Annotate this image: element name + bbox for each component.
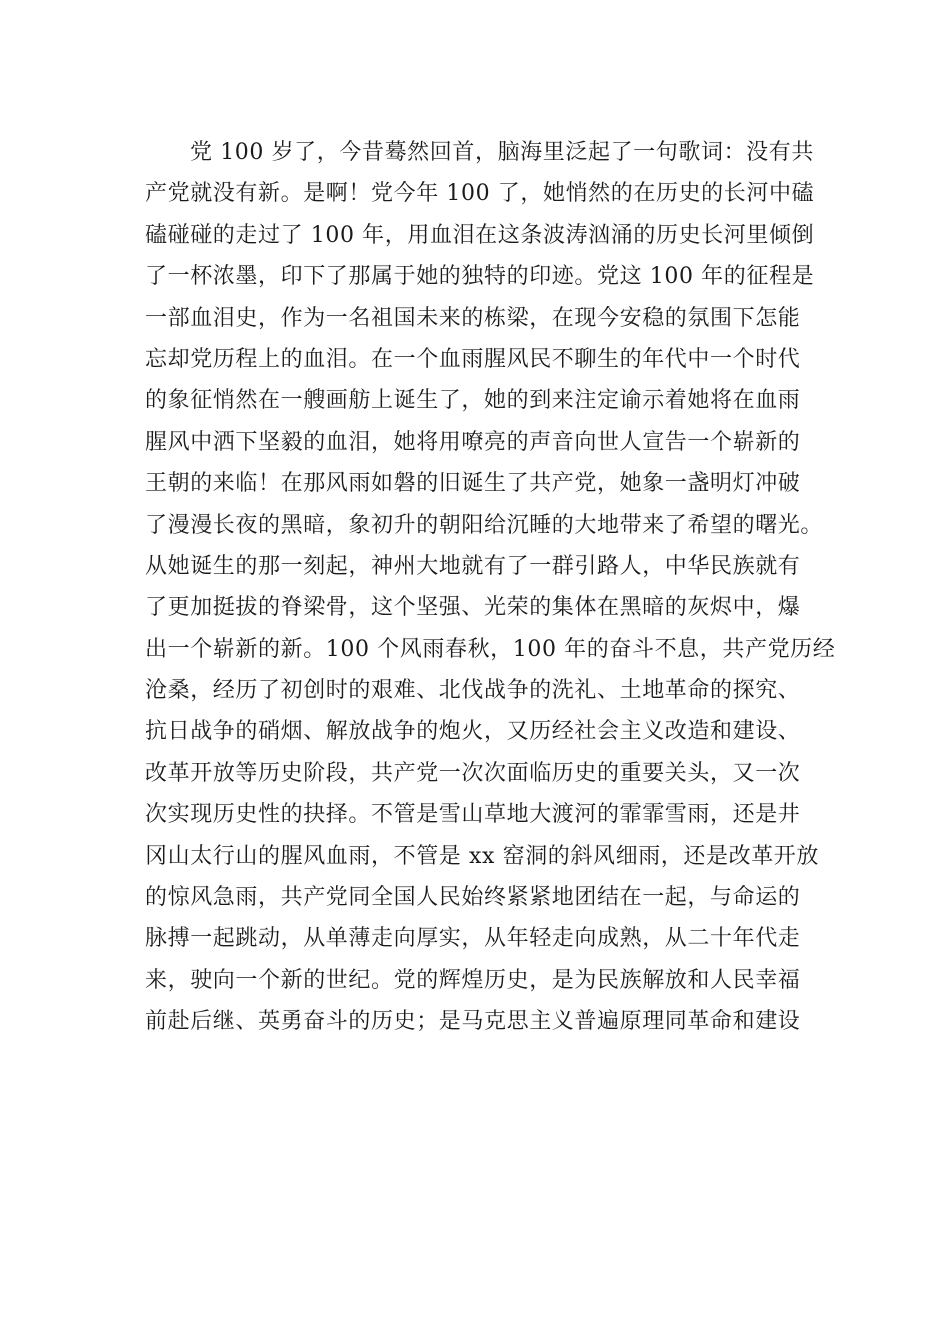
text-line: 的象征悄然在一艘画舫上诞生了，她的到来注定谕示着她将在血雨 — [145, 388, 801, 414]
text-line: 了漫漫长夜的黑暗，象初升的朝阳给沉睡的大地带来了希望的曙光。 — [145, 512, 824, 538]
text-line: 产党就没有新。是啊！党今年 100 了，她悄然的在历史的长河中磕 — [145, 181, 815, 207]
text-line: 前赴后继、英勇奋斗的历史；是马克思主义普遍原理同革命和建设 — [145, 1009, 801, 1035]
body-paragraph — [145, 132, 836, 1043]
text-line: 抗日战争的硝烟、解放战争的炮火，又历经社会主义改造和建设、 — [145, 719, 801, 745]
text-line: 腥风中洒下坚毅的血泪，她将用嘹亮的声音向世人宣告一个崭新的 — [145, 429, 801, 455]
text-line: 磕碰碰的走过了 100 年，用血泪在这条波涛汹涌的历史长河里倾倒 — [145, 222, 815, 248]
text-line: 了更加挺拔的脊梁骨，这个坚强、光荣的集体在黑暗的灰烬中，爆 — [145, 595, 801, 621]
text-line: 忘却党历程上的血泪。在一个血雨腥风民不聊生的年代中一个时代 — [145, 346, 801, 372]
text-line: 党 100 岁了，今昔蓦然回首，脑海里泛起了一句歌词：没有共 — [190, 140, 814, 165]
text-line: 沧桑，经历了初创时的艰难、北伐战争的洗礼、土地革命的探究、 — [145, 678, 801, 704]
text-line: 次实现历史性的抉择。不管是雪山草地大渡河的霏霏雪雨，还是井 — [145, 802, 801, 828]
text-line: 王朝的来临！在那风雨如磐的旧诞生了共产党，她象一盏明灯冲破 — [145, 471, 801, 497]
text-line: 出一个崭新的新。100 个风雨春秋，100 年的奋斗不息，共产党历经 — [145, 636, 836, 662]
text-line: 的惊风急雨，共产党同全国人民始终紧紧地团结在一起，与命运的 — [145, 885, 801, 911]
text-line: 来，驶向一个新的世纪。党的辉煌历史，是为民族解放和人民幸福 — [145, 967, 801, 993]
text-line: 从她诞生的那一刻起，神州大地就有了一群引路人，中华民族就有 — [145, 553, 801, 579]
text-line: 一部血泪史，作为一名祖国未来的栋梁，在现今安稳的氛围下怎能 — [145, 305, 801, 331]
text-line: 冈山太行山的腥风血雨，不管是 xx 窑洞的斜风细雨，还是改革开放 — [145, 843, 820, 869]
text-line: 改革开放等历史阶段，共产党一次次面临历史的重要关头，又一次 — [145, 760, 801, 786]
text-line: 了一杯浓墨，印下了那属于她的独特的印迹。党这 100 年的征程是 — [145, 264, 815, 290]
text-line: 脉搏一起跳动，从单薄走向厚实，从年轻走向成熟，从二十年代走 — [145, 926, 801, 952]
